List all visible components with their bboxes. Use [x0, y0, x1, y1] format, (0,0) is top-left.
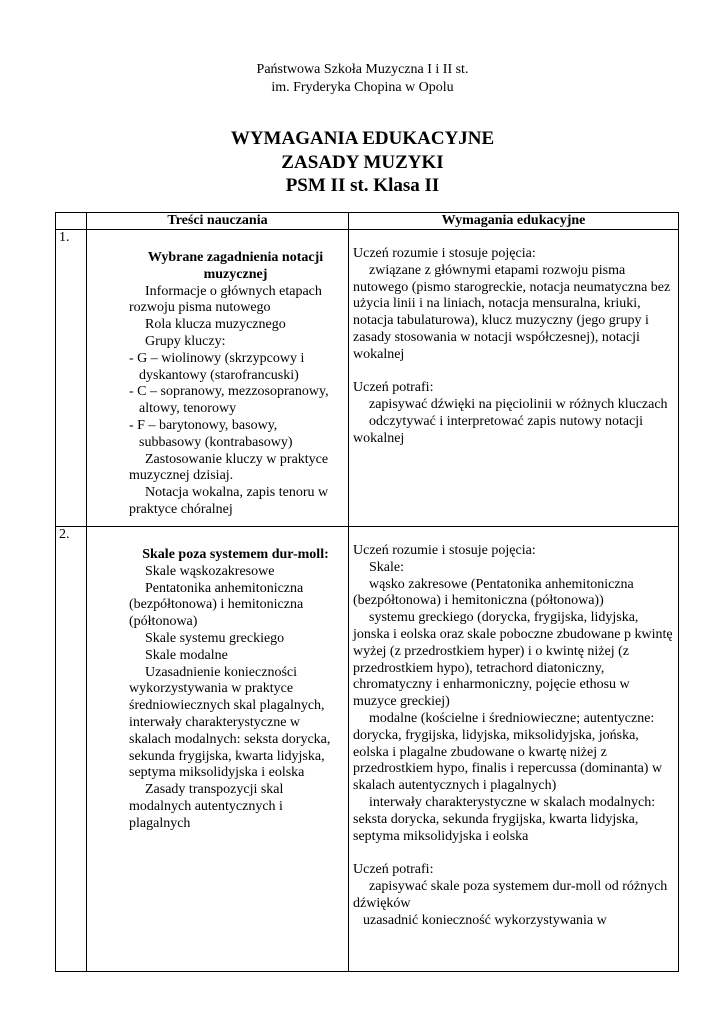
section-title: Skale poza systemem dur-moll: [142, 547, 329, 562]
content-item: Pentatonika anhemitoniczna (bezpółtonowa) i hemitoniczna (półtonowa) [129, 580, 304, 630]
header-requirements: Wymagania edukacyjne [349, 213, 679, 230]
school-name: Państwowa Szkoła Muzyczna I i II st. [256, 62, 469, 77]
table-row [56, 527, 679, 972]
content-item: Grupy kluczy: [145, 333, 226, 349]
requirement-item: zapisywać dźwięki na pięciolinii w różnych kluczach [369, 397, 668, 413]
content-item: Skale systemu greckiego [145, 630, 285, 646]
header-number [56, 213, 87, 230]
header-content: Treści nauczania [87, 213, 349, 230]
content-item: - G – wiolinowy (skrzypcowy i dyskantowy (starofrancuski) [129, 350, 305, 383]
spacer [353, 364, 674, 381]
subject-title: ZASADY MUZYKI [281, 152, 444, 173]
row-number: 1. [56, 230, 87, 527]
content-item: Skale modalne [145, 647, 228, 663]
requirement-item: modalne (kościelne i średniowieczne; autentyczne: dorycka, frygijska, lidyjska, miksolidyjska, jońska, eolska i plagalne zbudowane o kwartę niżej z przedrostkiem hypo, finalis i repercussa (dominanta) w skalach autentycznych i plagalnych) [353, 710, 663, 794]
content-item: Rola klucza muzycznego [145, 317, 286, 333]
requirement-item: systemu greckiego (dorycka, frygijska, lidyjska, jonska i eolska oraz skale poboczne zbudowane p kwintę wyżej (z przedrostkiem hyper) i o kwintę niżej (z przedrostkiem hypo), tetrachord diatoniczny, chromatyczny i enharmoniczny, pojęcie ethosu w muzyce greckiej) [353, 610, 673, 710]
requirement-item: Skale: [369, 559, 404, 575]
requirement-item: wąsko zakresowe (Pentatonika anhemitoniczna (bezpółtonowa) i hemitoniczna (półtonowa)) [353, 576, 634, 609]
table-header-row [56, 213, 679, 230]
row-number: 2. [56, 527, 87, 972]
content-item: Notacja wokalna, zapis tenoru w praktyce chóralnej [129, 485, 329, 517]
requirements-cell [349, 527, 679, 972]
content-item: Zasady transpozycji skal modalnych autentycznych i plagalnych [129, 782, 284, 831]
requirement-item: Uczeń potrafi: [353, 862, 434, 878]
spacer [353, 845, 674, 862]
content-cell [87, 527, 349, 972]
document-title: WYMAGANIA EDUKACYJNE [230, 128, 495, 149]
requirement-item: uzasadnić konieczność wykorzystywania w [363, 912, 607, 928]
content-item: Uzasadnienie konieczności wykorzystywania w praktyce średniowiecznych skal plagalnych, interwały charakterystyczne w skalach modalnych: seksta dorycka, sekunda frygijska, kwarta lidyjska, septyma miksolidyjska i eolska [129, 664, 331, 781]
content-item: Informacje o głównych etapach rozwoju pisma nutowego [129, 283, 322, 316]
requirement-item: Uczeń potrafi: [353, 380, 434, 396]
requirements-cell [349, 230, 679, 527]
content-item: Skale wąskozakresowe [145, 563, 275, 579]
requirement-item: Uczeń rozumie i stosuje pojęcia: [353, 543, 536, 558]
content-cell [87, 230, 349, 527]
requirements-table [55, 212, 679, 972]
class-title: PSM II st. Klasa II [285, 175, 440, 196]
requirement-item: związane z głównymi etapami rozwoju pisma nutowego (pismo starogreckie, notacja neumatyczna bez użycia linii i na liniach, notacja mensuralna, kriuki, notacja tabulaturowa), klucz muzyczny (jego grupy i zasady stosowania w notacji współczesnej), notacji wokalnej [353, 262, 671, 362]
section-title: Wybrane zagadnienia notacji muzycznej [147, 250, 324, 282]
school-patron: im. Fryderyka Chopina w Opolu [271, 80, 454, 95]
content-item: - C – sopranowy, mezzosopranowy, altowy, tenorowy [129, 384, 329, 417]
requirement-item: zapisywać skale poza systemem dur-moll od różnych dźwięków [353, 878, 668, 911]
requirement-item: Uczeń rozumie i stosuje pojęcia: [353, 246, 536, 261]
content-item: Zastosowanie kluczy w praktyce muzycznej dzisiaj. [129, 451, 329, 484]
content-item: - F – barytonowy, basowy, subbasowy (kontrabasowy) [129, 417, 293, 450]
table-row [56, 230, 679, 527]
requirement-item: interwały charakterystyczne w skalach modalnych: seksta dorycka, sekunda frygijska, kwarta lidyjska, septyma miksolidyjska i eolska [353, 794, 656, 844]
requirement-item: odczytywać i interpretować zapis nutowy notacji wokalnej [353, 413, 644, 446]
